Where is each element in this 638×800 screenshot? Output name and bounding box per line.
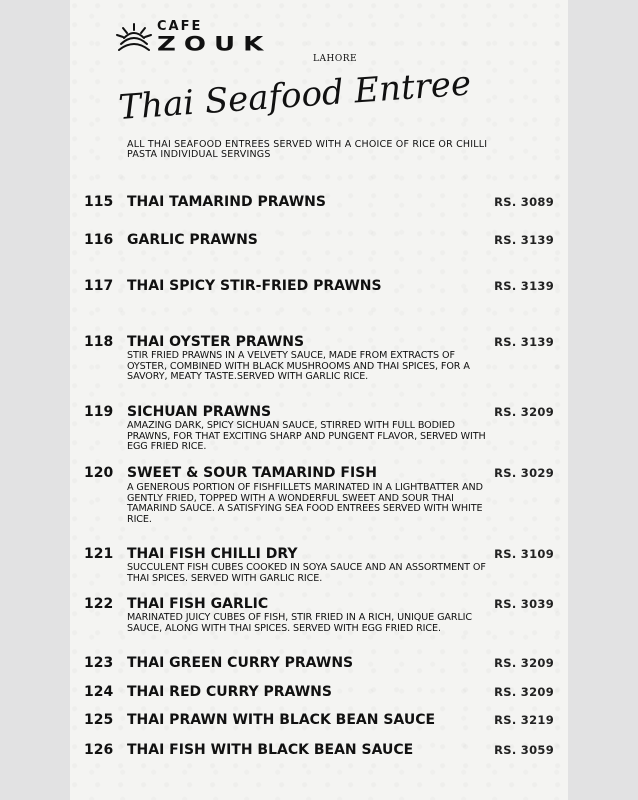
menu-item-price: RS. 3059	[494, 743, 554, 757]
menu-item-price: RS. 3089	[494, 195, 554, 209]
menu-item-name: THAI FISH GARLIC	[127, 596, 269, 612]
menu-item-description: SUCCULENT FISH CUBES COOKED IN SOYA SAUCE AND AN ASSORTMENT OF THAI SPICES. SERVED WITH GARLIC RICE.	[127, 562, 486, 584]
menu-item-name: GARLIC PRAWNS	[127, 232, 258, 248]
sun-emblem-icon	[115, 20, 153, 58]
logo-location-text: LAHORE	[313, 54, 358, 64]
menu-item-price: RS. 3219	[494, 713, 554, 727]
menu-item-description: MARINATED JUICY CUBES OF FISH, STIR FRIED IN A RICH, UNIQUE GARLIC SAUCE, ALONG WITH THAI SPICES. SERVED WITH EGG FRIED RICE.	[127, 612, 473, 634]
menu-item-number: 124	[84, 684, 114, 700]
menu-item-price: RS. 3039	[494, 597, 554, 611]
menu-item-number: 115	[84, 194, 114, 210]
section-title: Thai Seafood Entree	[117, 63, 473, 128]
logo-cafe-text: CAFE	[157, 19, 203, 34]
menu-item-price: RS. 3209	[494, 405, 554, 419]
menu-item-price: RS. 3209	[494, 656, 554, 670]
menu-item-name: THAI FISH CHILLI DRY	[127, 546, 298, 562]
menu-item-price: RS. 3029	[494, 466, 554, 480]
logo-zouk-text: ZOUK	[157, 33, 272, 56]
menu-item-price: RS. 3209	[494, 685, 554, 699]
cafe-zouk-logo	[115, 18, 365, 68]
menu-item-number: 126	[84, 742, 114, 758]
menu-item-description: A GENEROUS PORTION OF FISHFILLETS MARINATED IN A LIGHTBATTER AND GENTLY FRIED, TOPPED WITH A WONDERFUL SWEET AND SOUR THAI TAMARIND SAUCE. A SATISFYING SEA FOOD ENTREES SERVED WITH WHITE RICE.	[127, 482, 483, 525]
menu-item-description: AMAZING DARK, SPICY SICHUAN SAUCE, STIRRED WITH FULL BODIED PRAWNS, FOR THAT EXCITING SHARP AND PUNGENT FLAVOR, SERVED WITH EGG FRIED RICE.	[127, 420, 486, 452]
menu-item-number: 119	[84, 404, 114, 420]
menu-item-price: RS. 3109	[494, 547, 554, 561]
menu-item-number: 117	[84, 278, 114, 294]
menu-item-name: THAI GREEN CURRY PRAWNS	[127, 655, 354, 671]
menu-item-number: 123	[84, 655, 114, 671]
menu-item-number: 122	[84, 596, 114, 612]
menu-item-number: 120	[84, 465, 114, 481]
menu-item-number: 125	[84, 712, 114, 728]
menu-item-name: THAI FISH WITH BLACK BEAN SAUCE	[127, 742, 414, 758]
menu-item-number: 118	[84, 334, 114, 350]
menu-item-description: STIR FRIED PRAWNS IN A VELVETY SAUCE, MADE FROM EXTRACTS OF OYSTER, COMBINED WITH BLACK MUSHROOMS AND THAI SPICES, FOR A SAVORY, MEATY TASTE.SERVED WITH GARLIC RICE.	[127, 350, 470, 382]
menu-item-price: RS. 3139	[494, 233, 554, 247]
section-intro: ALL THAI SEAFOOD ENTREES SERVED WITH A CHOICE OF RICE OR CHILLI PASTA INDIVIDUAL SERVINGS	[127, 139, 488, 160]
menu-item-name: SICHUAN PRAWNS	[127, 404, 272, 420]
menu-item-number: 116	[84, 232, 114, 248]
menu-item-price: RS. 3139	[494, 279, 554, 293]
menu-item-name: THAI OYSTER PRAWNS	[127, 334, 305, 350]
menu-item-name: THAI TAMARIND PRAWNS	[127, 194, 326, 210]
menu-item-price: RS. 3139	[494, 335, 554, 349]
menu-item-name: THAI RED CURRY PRAWNS	[127, 684, 332, 700]
menu-item-name: SWEET & SOUR TAMARIND FISH	[127, 465, 378, 481]
menu-item-number: 121	[84, 546, 114, 562]
menu-item-name: THAI PRAWN WITH BLACK BEAN SAUCE	[127, 712, 436, 728]
menu-item-name: THAI SPICY STIR-FRIED PRAWNS	[127, 278, 382, 294]
